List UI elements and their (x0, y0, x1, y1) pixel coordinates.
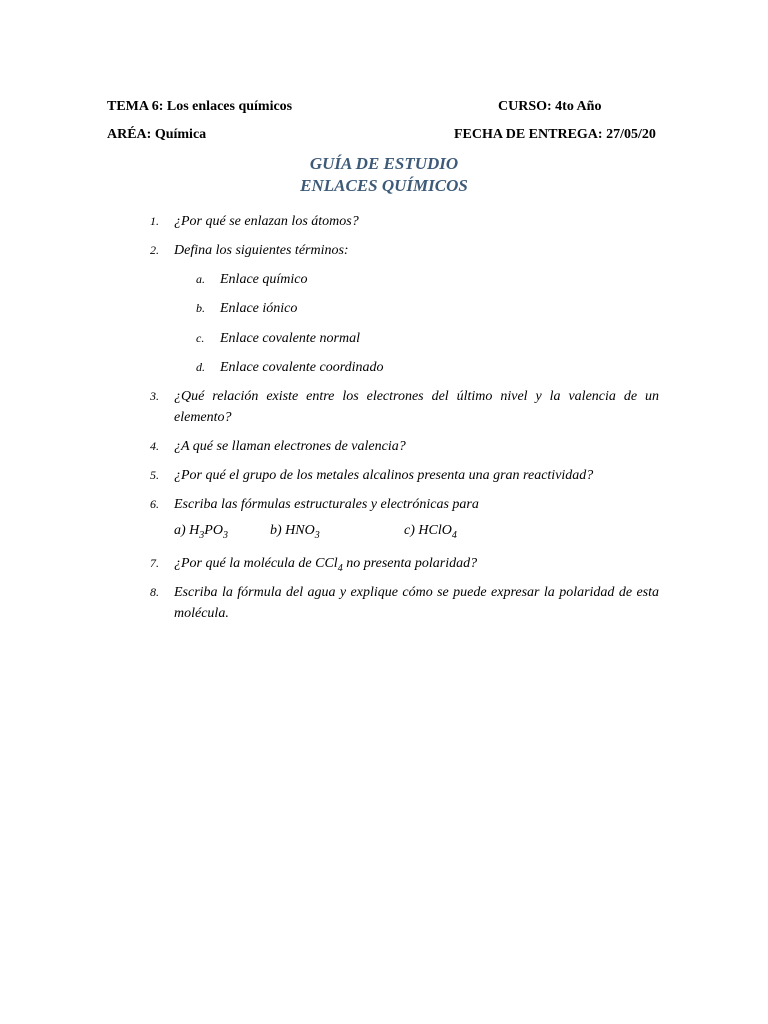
subitem-letter: c. (196, 331, 205, 345)
question-number: 7. (150, 556, 159, 570)
question-number: 4. (150, 439, 159, 453)
area-label: ARÉA: Química (107, 127, 207, 142)
question-text: ¿Qué relación existe entre los electrones del último nivel y la valencia de un elemento? (174, 389, 659, 425)
question-text: ¿Por qué el grupo de los metales alcalinos presenta una gran reactividad? (174, 468, 594, 483)
question-text: ¿Por qué se enlazan los átomos? (174, 214, 359, 229)
subitem-text: Enlace químico (220, 272, 308, 287)
subitem-text: Enlace iónico (220, 301, 298, 316)
question-number: 5. (150, 468, 159, 482)
subitem-text: Enlace covalente normal (220, 331, 360, 346)
question-text: ¿A qué se llaman electrones de valencia? (174, 439, 406, 454)
question-number: 2. (150, 243, 159, 257)
due-date-label: FECHA DE ENTREGA: 27/05/20 (454, 127, 656, 142)
question-number: 3. (150, 389, 159, 403)
course-label: CURSO: 4to Año (498, 99, 602, 114)
question-number: 8. (150, 585, 159, 599)
formula-b: b) $HNO_3$ (270, 523, 320, 541)
subitem-letter: d. (196, 360, 205, 374)
formula-a: a) $H_3PO_3$ (174, 523, 228, 541)
page-title: GUÍA DE ESTUDIO (309, 154, 459, 173)
subitem-letter: b. (196, 301, 205, 315)
page-subtitle: ENLACES QUÍMICOS (300, 176, 468, 195)
question-text: ¿Por qué la molécula de CCl$_4$ no presenta polaridad? (174, 556, 478, 574)
subitem-letter: a. (196, 272, 205, 286)
question-text: Defina los siguientes términos: (174, 243, 349, 258)
question-number: 6. (150, 497, 159, 511)
question-text: Escriba la fórmula del agua y explique cómo se puede expresar la polaridad de esta molécula. (174, 585, 659, 621)
subitem-text: Enlace covalente coordinado (220, 360, 384, 375)
question-text: Escriba las fórmulas estructurales y electrónicas para (174, 497, 479, 512)
question-number: 1. (150, 214, 159, 228)
topic-label: TEMA 6: Los enlaces químicos (107, 99, 293, 114)
formula-c: c) HClO$_4$ (404, 523, 457, 541)
